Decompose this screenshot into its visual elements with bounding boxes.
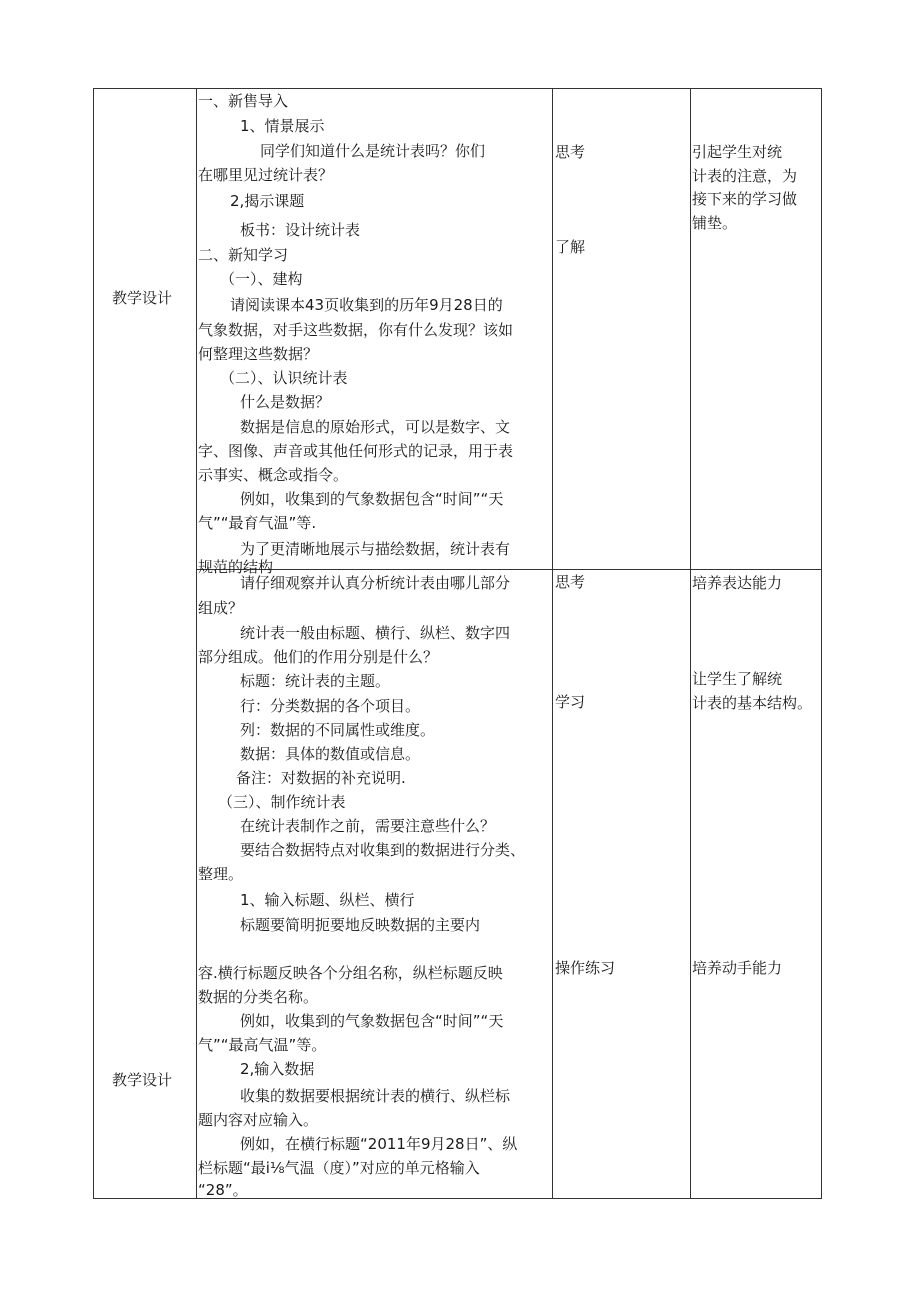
content-line: 示事实、概念或指令。: [198, 466, 349, 484]
content-line: 什么是数据？: [240, 393, 331, 411]
content-line: 气象数据，对手这些数据，你有什么发现？该如: [198, 321, 514, 339]
content-line: 统计表一般由标题、横行、纵栏、数字四: [240, 624, 511, 642]
lesson-plan-table: [93, 88, 822, 1199]
content-line: 规范的结构: [198, 558, 274, 576]
content-line: 例如，收集到的气象数据包含“时间”“天: [240, 490, 504, 508]
content-line: 数据的分类名称。: [198, 988, 319, 1006]
intent-line: 铺垫。: [692, 214, 738, 232]
content-line: 二、新知学习: [198, 246, 289, 264]
content-line: 列：数据的不同属性或维度。: [240, 721, 436, 739]
content-line: 收集的数据要根据统计表的横行、纵栏标: [240, 1087, 511, 1105]
activity-cell: 操作练习: [555, 959, 616, 977]
content-line: 同学们知道什么是统计表吗？你们: [260, 142, 486, 160]
content-line: 整理。: [198, 865, 244, 883]
content-line: 栏标题“最i⅛气温（度）”对应的单元格输入: [198, 1159, 480, 1177]
column-divider: [196, 89, 197, 1198]
content-line: 气”“最育气温”等.: [198, 514, 317, 532]
content-line: 2,揭示课题: [230, 192, 305, 210]
content-line: （一）、建构: [220, 270, 303, 288]
intent-line: 让学生了解统: [692, 670, 783, 688]
content-line: 部分组成。他们的作用分别是什么？: [198, 648, 439, 666]
column-divider: [552, 89, 553, 1198]
content-line: “28”。: [198, 1181, 248, 1199]
content-line: 在哪里见过统计表？: [198, 166, 334, 184]
content-line: 数据是信息的原始形式，可以是数字、文: [240, 418, 511, 436]
content-line: 备注：对数据的补充说明.: [236, 769, 406, 787]
content-line: 一、新售导入: [198, 92, 289, 110]
content-line: （二）、认识统计表: [220, 369, 348, 387]
content-line: 2,输入数据: [240, 1060, 315, 1078]
row-label: 教学设计: [112, 289, 173, 307]
content-line: 板书：设计统计表: [240, 221, 361, 239]
content-line: 组成？: [198, 599, 244, 617]
content-line: 要结合数据特点对收集到的数据进行分类、: [240, 841, 526, 859]
content-line: 例如，在横行标题“2011年9月28日”、纵: [240, 1135, 518, 1153]
activity-cell: 了解: [555, 238, 586, 256]
content-line: 请阅读课本43页收集到的历年9月28日的: [230, 296, 503, 314]
column-divider: [690, 89, 691, 1198]
activity-cell: 思考: [555, 143, 586, 161]
intent-line: 引起学生对统: [692, 143, 783, 161]
content-line: 字、图像、声音或其他任何形式的记录，用于表: [198, 442, 514, 460]
content-line: 标题要简明扼要地反映数据的主要内: [240, 916, 481, 934]
content-line: 为了更清晰地展示与描绘数据，统计表有: [240, 540, 511, 558]
content-line: 在统计表制作之前，需要注意些什么？: [240, 817, 496, 835]
intent-line: 计表的注意，为: [692, 167, 798, 185]
intent-line: 培养动手能力: [692, 959, 783, 977]
content-line: 数据：具体的数值或信息。: [240, 745, 421, 763]
intent-line: 接下来的学习做: [692, 190, 798, 208]
content-line: 例如，收集到的气象数据包含“时间”“天: [240, 1012, 504, 1030]
content-line: 何整理这些数据？: [198, 345, 319, 363]
content-line: 题内容对应输入。: [198, 1111, 319, 1129]
content-line: （三）、制作统计表: [218, 793, 346, 811]
content-line: 1、输入标题、纵栏、横行: [240, 891, 415, 909]
row-divider: [196, 569, 821, 570]
content-line: 行：分类数据的各个项目。: [240, 697, 421, 715]
content-line: 1、情景展示: [240, 117, 325, 135]
content-line: 标题：统计表的主题。: [240, 672, 391, 690]
row-label: 教学设计: [112, 1071, 173, 1089]
activity-cell: 学习: [555, 693, 586, 711]
content-line: 请仔细观察并认真分析统计表由哪儿部分: [240, 574, 511, 592]
activity-cell: 思考: [555, 573, 586, 591]
content-line: 气”“最高气温”等。: [198, 1036, 327, 1054]
intent-line: 培养表达能力: [692, 574, 783, 592]
intent-line: 计表的基本结构。: [692, 694, 813, 712]
content-line: 容.横行标题反映各个分组名称，纵栏标题反映: [198, 964, 503, 982]
